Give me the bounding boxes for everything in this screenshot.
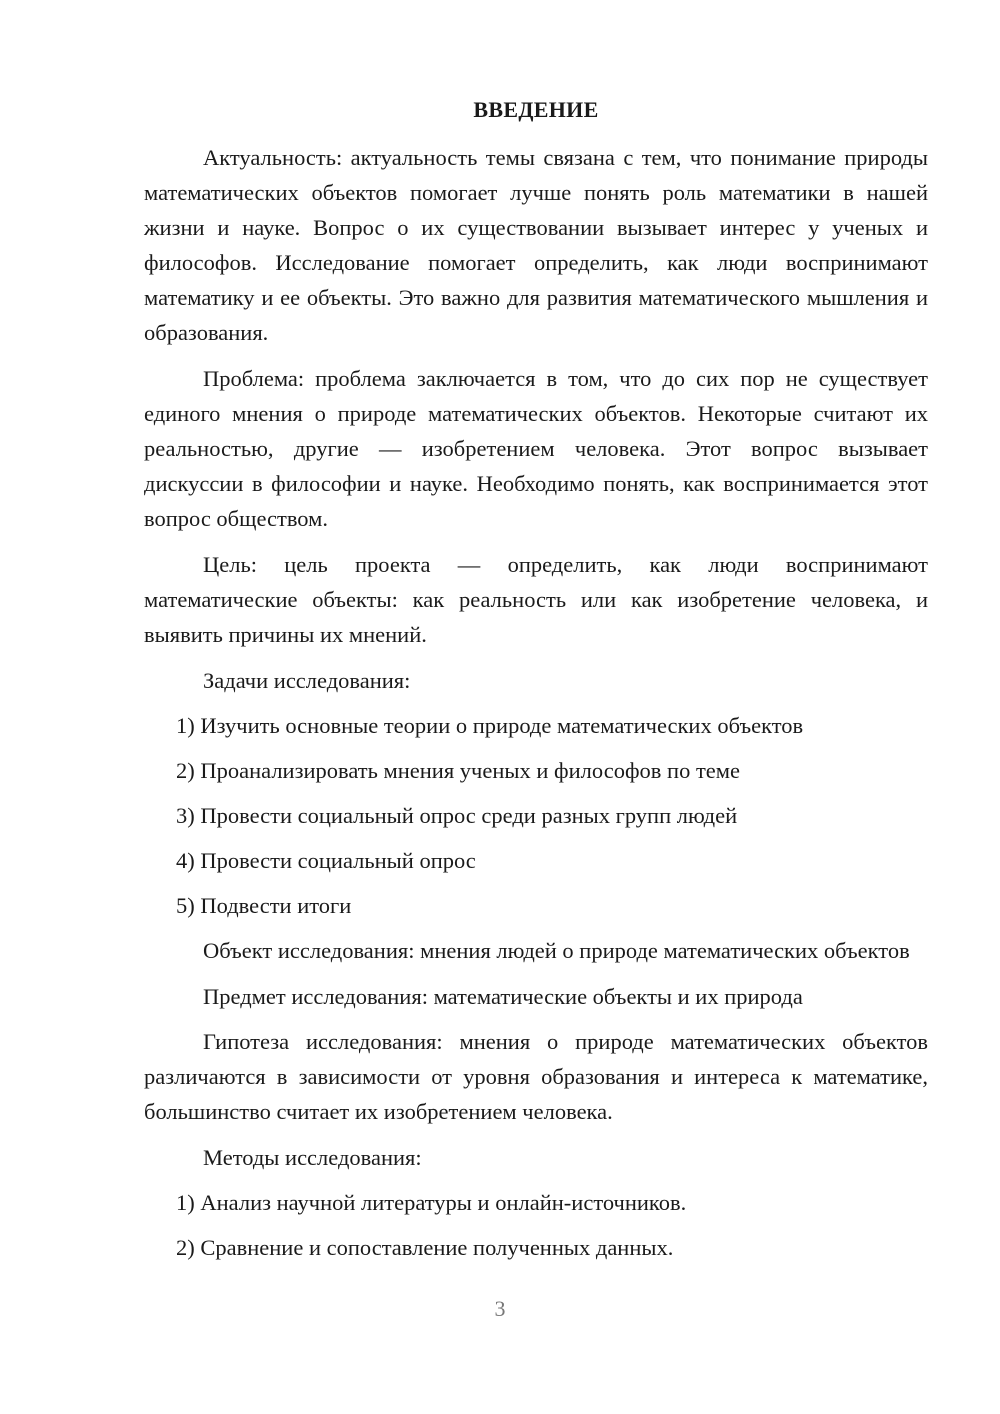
tasks-heading: Задачи исследования: (203, 668, 411, 693)
page-content (144, 90, 928, 1275)
object-paragraph: Объект исследования: мнения людей о природе математических объектов (203, 938, 910, 963)
task-item-5: 5) Подвести итоги (176, 893, 352, 918)
method-item-1: 1) Анализ научной литературы и онлайн-источников. (176, 1190, 687, 1215)
subject-paragraph: Предмет исследования: математические объекты и их природа (203, 984, 803, 1009)
task-item-1: 1) Изучить основные теории о природе математических объектов (176, 713, 804, 738)
page-title: ВВЕДЕНИЕ (473, 97, 599, 122)
task-item-4: 4) Провести социальный опрос (176, 848, 476, 873)
task-item-3: 3) Провести социальный опрос среди разных групп людей (176, 803, 738, 828)
goal-paragraph: Цель: цель проекта — определить, как люди воспринимают математические объекты: как реальность или как изобретение человека, и выявить причины их мнений. (144, 552, 928, 647)
problem-paragraph: Проблема: проблема заключается в том, что до сих пор не существует единого мнения о природе математических объектов. Некоторые считают их реальностью, другие — изобретением человека. Этот вопрос вызывает дискуссии в философии и науке. Необходимо понять, как воспринимается этот вопрос обществом. (144, 366, 928, 531)
methods-heading: Методы исследования: (203, 1145, 422, 1170)
task-item-2: 2) Проанализировать мнения ученых и философов по теме (176, 758, 740, 783)
method-item-2: 2) Сравнение и сопоставление полученных данных. (176, 1235, 674, 1260)
page-number: 3 (494, 1296, 506, 1321)
relevance-paragraph: Актуальность: актуальность темы связана с тем, что понимание природы математических объектов помогает лучше понять роль математики в нашей жизни и науке. Вопрос о их существовании вызывает интерес у ученых и философов. Исследование помогает определить, как люди воспринимают математику и ее объекты. Это важно для развития математического мышления и образования. (144, 145, 928, 345)
hypothesis-paragraph: Гипотеза исследования: мнения о природе математических объектов различаются в зависимости от уровня образования и интереса к математике, большинство считает их изобретением человека. (144, 1029, 928, 1124)
